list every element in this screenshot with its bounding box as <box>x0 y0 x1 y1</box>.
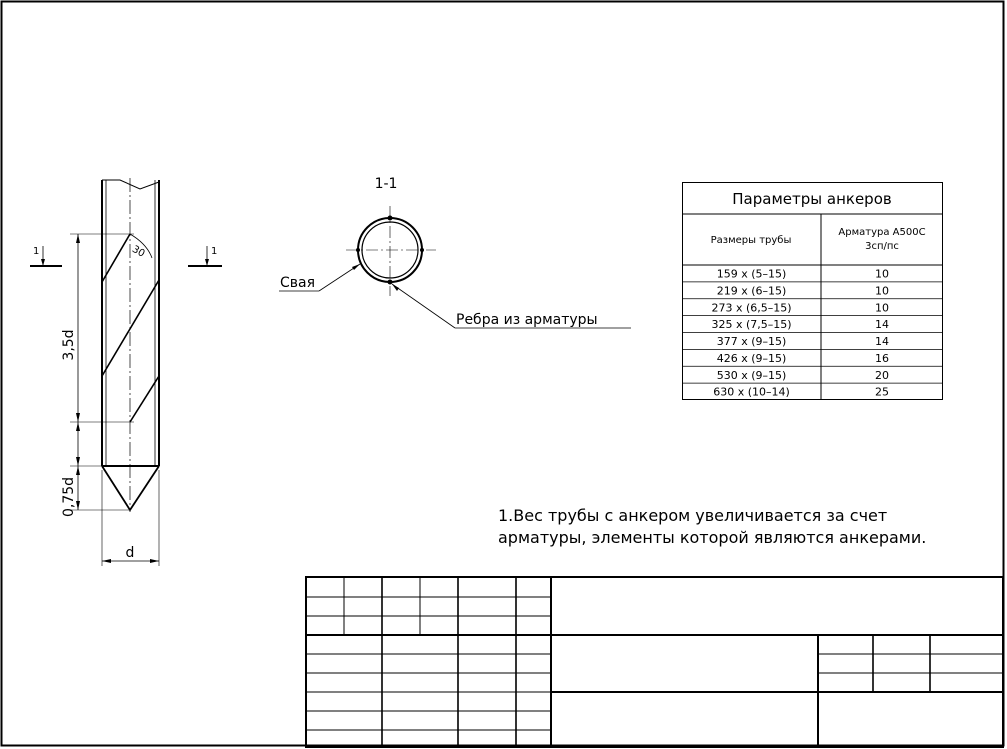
table-cell-rebar: 20 <box>875 368 889 382</box>
table-cell-rebar: 14 <box>875 335 889 348</box>
section-mark-label: 1 <box>33 246 40 257</box>
dim-length-top-label: 3,5d <box>61 329 77 361</box>
anchor-rib <box>102 280 159 376</box>
dim-diameter-label: d <box>125 545 135 561</box>
label-ribs: Ребра из арматуры <box>456 312 598 328</box>
table-row <box>682 333 943 349</box>
section-mark-label: 1 <box>211 246 218 257</box>
table-cell-size: 325 х (7,5–15) <box>711 318 792 332</box>
table-cell-size: 530 х (9–15) <box>716 368 787 382</box>
table-row <box>682 349 943 365</box>
rebar-rib <box>356 248 360 252</box>
rebar-rib <box>420 248 424 252</box>
pile-tip <box>102 466 159 510</box>
table-row <box>717 268 889 281</box>
table-rows <box>682 268 943 399</box>
table-cell-rebar: 10 <box>875 301 889 315</box>
table-row <box>682 282 943 298</box>
table-cell-size: 219 х (6–15) <box>716 284 787 298</box>
table-cell-rebar: 14 <box>875 318 889 332</box>
dim-angle-label: 30 <box>129 243 147 260</box>
anchor-table <box>682 183 943 401</box>
pile-view <box>102 178 159 512</box>
note-line-1: 1.Вес трубы с анкером увеличивается за счет <box>498 506 888 525</box>
dim-length-tip-label: 0,75d <box>61 476 77 518</box>
section-view <box>279 176 631 328</box>
table-title: Параметры анкеров <box>732 190 892 208</box>
notes <box>498 506 926 547</box>
section-marker-left <box>30 246 62 266</box>
table-cell-size: 273 х (6,5–15) <box>711 301 792 315</box>
table-cell-size: 630 х (10–14) <box>713 385 790 399</box>
table-col-size-header: Размеры трубы <box>710 235 792 246</box>
sheet-frame <box>2 2 1004 746</box>
table-cell-rebar: 10 <box>875 267 889 281</box>
table-cell-rebar: 25 <box>875 385 889 399</box>
pile-break-line <box>102 180 159 189</box>
table-row <box>682 299 943 315</box>
note-line-2: арматуры, элементы которой являются анкерами. <box>498 528 927 547</box>
rebar-rib <box>388 280 393 285</box>
rebar-rib <box>388 216 393 221</box>
table-cell-size: 159 х (5–15) <box>716 267 787 281</box>
table-col-rebar-header: Арматура А500С <box>838 227 926 238</box>
table-cell-rebar: 10 <box>875 284 889 298</box>
table-cell-size: 426 х (9–15) <box>716 351 787 365</box>
label-pile: Свая <box>280 275 316 291</box>
table-row <box>682 316 943 332</box>
table-row <box>682 383 943 399</box>
table-cell-rebar: 16 <box>875 351 889 365</box>
table-cell-size: 377 х (9–15) <box>716 335 787 348</box>
section-title: 1-1 <box>374 176 398 192</box>
table-col-rebar-header-sub: 3сп/пс <box>865 241 899 252</box>
section-marker-right <box>188 246 222 266</box>
table-row <box>682 366 943 382</box>
title-block <box>306 577 1003 747</box>
